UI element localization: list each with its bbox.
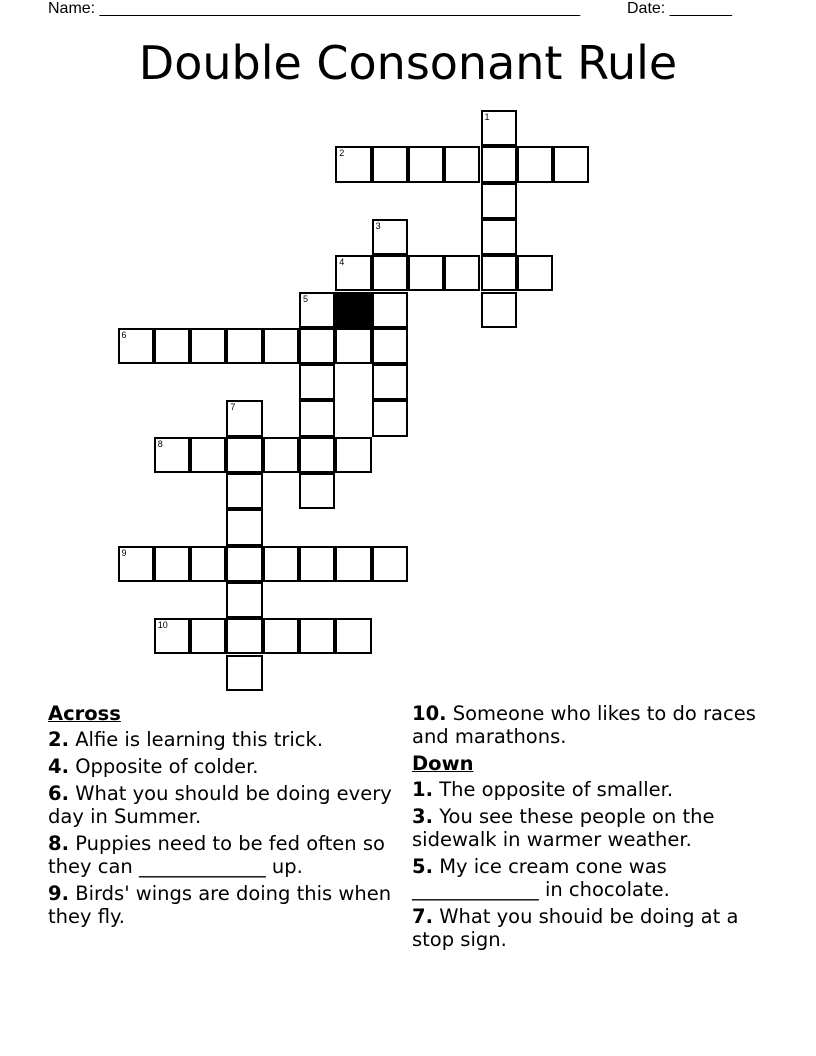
clues-column-right bbox=[412, 702, 762, 955]
crossword-cell[interactable] bbox=[154, 546, 190, 582]
crossword-cell[interactable] bbox=[408, 255, 444, 291]
clue-number: 6 bbox=[121, 329, 127, 340]
clue-down-3: 3. You see these people on the sidewalk in warmer weather. bbox=[412, 805, 715, 851]
clue-down-7: 7. What you shouid be doing at a stop sign. bbox=[412, 905, 739, 951]
crossword-cell[interactable] bbox=[299, 546, 335, 582]
clue-number: 2 bbox=[339, 148, 345, 159]
clue-number: 9 bbox=[121, 547, 127, 558]
crossword-cell[interactable] bbox=[335, 618, 371, 654]
crossword-cell[interactable] bbox=[190, 437, 226, 473]
clue-number: 7 bbox=[230, 402, 236, 413]
crossword-cell[interactable] bbox=[481, 255, 517, 291]
crossword-cell[interactable] bbox=[299, 437, 335, 473]
crossword-cell[interactable] bbox=[190, 328, 226, 364]
clue-down-5: 5. My ice cream cone was _____________ in chocolate. bbox=[412, 855, 670, 901]
crossword-cell[interactable] bbox=[444, 255, 480, 291]
crossword-cell[interactable] bbox=[372, 255, 408, 291]
crossword-cell[interactable] bbox=[226, 618, 262, 654]
crossword-cell[interactable] bbox=[263, 328, 299, 364]
crossword-cell[interactable] bbox=[226, 546, 262, 582]
crossword-cell[interactable] bbox=[553, 146, 589, 182]
crossword-cell[interactable] bbox=[372, 364, 408, 400]
crossword-cell[interactable] bbox=[517, 146, 553, 182]
crossword-cell[interactable] bbox=[372, 219, 408, 255]
crossword-cell[interactable] bbox=[190, 618, 226, 654]
down-heading: Down bbox=[412, 752, 474, 775]
clue-across-6: 6. What you should be doing every day in Summer. bbox=[48, 782, 392, 828]
crossword-cell[interactable] bbox=[299, 473, 335, 509]
crossword-cell[interactable] bbox=[299, 328, 335, 364]
crossword-cell[interactable] bbox=[481, 292, 517, 328]
crossword-cell[interactable] bbox=[372, 400, 408, 436]
crossword-cell[interactable] bbox=[154, 618, 190, 654]
clue-across-4: 4. Opposite of colder. bbox=[48, 755, 259, 778]
crossword-cell[interactable] bbox=[154, 328, 190, 364]
crossword-cell[interactable] bbox=[372, 146, 408, 182]
crossword-cell[interactable] bbox=[226, 582, 262, 618]
crossword-cell[interactable] bbox=[118, 328, 154, 364]
clue-down-1: 1. The opposite of smaller. bbox=[412, 778, 674, 801]
crossword-cell[interactable] bbox=[481, 110, 517, 146]
crossword-cell[interactable] bbox=[226, 400, 262, 436]
crossword-cell[interactable] bbox=[481, 219, 517, 255]
crossword-cell[interactable] bbox=[154, 437, 190, 473]
clue-number: 8 bbox=[157, 438, 163, 449]
crossword-cell[interactable] bbox=[372, 546, 408, 582]
crossword-block-cell bbox=[335, 292, 371, 328]
crossword-cell[interactable] bbox=[481, 146, 517, 182]
crossword-cell[interactable] bbox=[335, 255, 371, 291]
crossword-cell[interactable] bbox=[226, 328, 262, 364]
crossword-cell[interactable] bbox=[263, 546, 299, 582]
clue-number: 4 bbox=[339, 257, 345, 268]
across-heading: Across bbox=[48, 702, 121, 725]
crossword-cell[interactable] bbox=[408, 146, 444, 182]
clue-across-2: 2. Alfie is learning this trick. bbox=[48, 728, 324, 751]
clue-number: 3 bbox=[375, 220, 381, 231]
crossword-cell[interactable] bbox=[299, 400, 335, 436]
clues-column-left bbox=[48, 702, 403, 932]
crossword-cell[interactable] bbox=[372, 292, 408, 328]
clue-across-8: 8. Puppies need to be fed often so they can _____________ up. bbox=[48, 832, 385, 878]
crossword-cell[interactable] bbox=[226, 509, 262, 545]
clue-number: 5 bbox=[303, 293, 309, 304]
crossword-cell[interactable] bbox=[118, 546, 154, 582]
clue-across-10: 10. Someone who likes to do races and marathons. bbox=[412, 702, 756, 748]
crossword-cell[interactable] bbox=[335, 328, 371, 364]
name-field-label: Name: ______________________________________________________ bbox=[48, 0, 581, 17]
crossword-cell[interactable] bbox=[226, 473, 262, 509]
crossword-cell[interactable] bbox=[444, 146, 480, 182]
crossword-cell[interactable] bbox=[226, 437, 262, 473]
crossword-cell[interactable] bbox=[299, 292, 335, 328]
page-title: Double Consonant Rule bbox=[138, 36, 678, 90]
crossword-cell[interactable] bbox=[299, 618, 335, 654]
crossword-cell[interactable] bbox=[263, 618, 299, 654]
crossword-cell[interactable] bbox=[190, 546, 226, 582]
date-field-label: Date: _______ bbox=[627, 0, 732, 17]
clue-number: 10 bbox=[157, 620, 168, 631]
crossword-cell[interactable] bbox=[226, 655, 262, 691]
clue-number: 1 bbox=[484, 112, 490, 122]
crossword-cell[interactable] bbox=[517, 255, 553, 291]
clue-across-9: 9. Birds' wings are doing this when they fly. bbox=[48, 882, 392, 928]
crossword-cell[interactable] bbox=[263, 437, 299, 473]
crossword-cell[interactable] bbox=[481, 183, 517, 219]
crossword-cell[interactable] bbox=[335, 437, 371, 473]
crossword-cell[interactable] bbox=[372, 328, 408, 364]
crossword-cell[interactable] bbox=[335, 146, 371, 182]
crossword-cell[interactable] bbox=[335, 546, 371, 582]
crossword-cell[interactable] bbox=[299, 364, 335, 400]
